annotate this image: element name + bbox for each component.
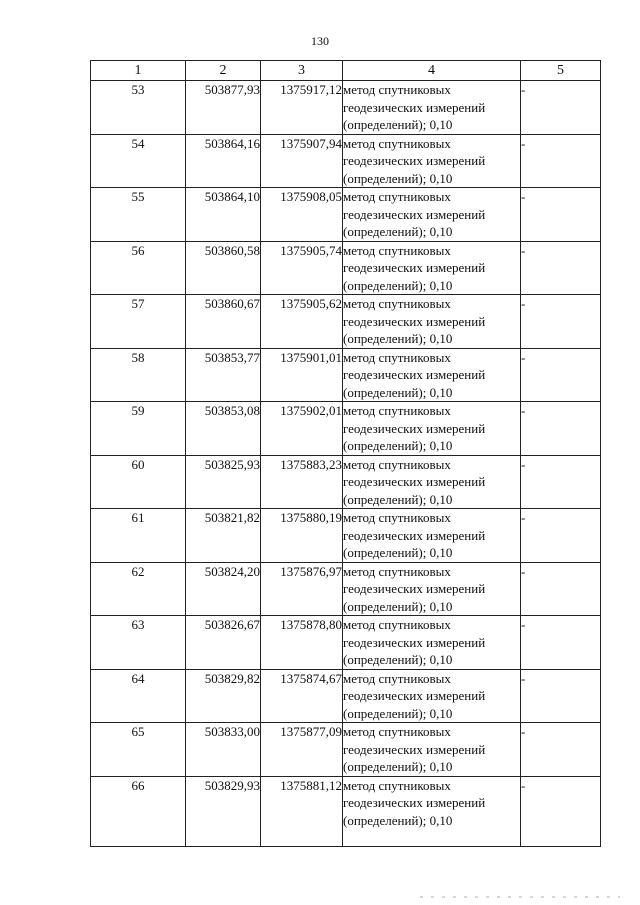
method-line: (определений); 0,10 [343,545,453,560]
table-row [91,188,601,242]
y-coordinate-cell: 1375917,12 [261,81,343,135]
method-line: (определений); 0,10 [343,277,453,293]
column-5-cell: - [521,348,601,402]
method-cell [343,241,521,295]
column-5-cell: - [521,669,601,723]
x-coordinate-cell: 503864,16 [186,134,261,188]
column-5-cell: - [521,295,601,349]
x-coordinate-cell: 503853,77 [186,348,261,402]
y-coordinate-cell: 1375905,74 [261,241,343,295]
column-5-cell: - [521,134,601,188]
method-line: геодезических измерений [343,367,486,382]
y-coordinate-cell: 1375901,01 [261,348,343,402]
method-line: (определений); 0,10 [343,598,453,614]
table-row [91,723,601,777]
method-line: метод спутниковых [343,403,451,418]
method-line: (определений); 0,10 [343,224,453,239]
x-coordinate-cell: 503826,67 [186,616,261,670]
y-coordinate-cell: 1375905,62 [261,295,343,349]
method-line: (определений); 0,10 [343,705,453,721]
y-coordinate-cell: 1375902,01 [261,402,343,456]
x-coordinate-cell: 503860,67 [186,295,261,349]
method-cell [343,669,521,723]
coordinates-table [90,60,601,847]
column-5-cell: - [521,509,601,563]
table-row [91,402,601,456]
method-line: геодезических измерений [343,688,486,703]
column-5-cell: - [521,455,601,509]
column-5-cell: - [521,241,601,295]
x-coordinate-cell: 503825,93 [186,455,261,509]
x-coordinate-cell: 503833,00 [186,723,261,777]
point-number-cell: 60 [91,455,186,509]
column-5-cell: - [521,616,601,670]
method-cell [343,723,521,777]
point-number-cell: 53 [91,81,186,135]
column-header-2: 2 [186,61,261,81]
x-coordinate-cell: 503829,93 [186,776,261,846]
method-cell [343,81,521,135]
method-cell [343,295,521,349]
table-body [91,81,601,847]
y-coordinate-cell: 1375874,67 [261,669,343,723]
method-line: геодезических измерений [343,153,486,168]
method-line: геодезических измерений [343,420,486,436]
method-cell [343,188,521,242]
y-coordinate-cell: 1375881,12 [261,776,343,846]
column-header-4: 4 [343,61,521,81]
method-line: геодезических измерений [343,581,486,596]
method-line: (определений); 0,10 [343,759,453,774]
point-number-cell: 56 [91,241,186,295]
method-cell [343,134,521,188]
method-line: геодезических измерений [343,634,486,650]
page-number: 130 [311,34,329,48]
point-number-cell: 61 [91,509,186,563]
table-row [91,81,601,135]
table-row [91,134,601,188]
method-cell [343,348,521,402]
method-line: геодезических измерений [343,260,486,275]
point-number-cell: 63 [91,616,186,670]
column-5-cell: - [521,723,601,777]
method-line: геодезических измерений [343,474,486,489]
column-header-5: 5 [521,61,601,81]
point-number-cell: 66 [91,776,186,846]
method-line: метод спутниковых [343,563,451,579]
point-number-cell: 62 [91,562,186,616]
method-line: (определений); 0,10 [343,812,453,828]
method-line: метод спутниковых [343,135,451,151]
method-line: геодезических измерений [343,527,486,543]
method-line: (определений); 0,10 [343,170,453,186]
y-coordinate-cell: 1375883,23 [261,455,343,509]
method-line: метод спутниковых [343,82,451,97]
x-coordinate-cell: 503821,82 [186,509,261,563]
method-line: (определений); 0,10 [343,438,453,453]
method-cell [343,402,521,456]
x-coordinate-cell: 503877,93 [186,81,261,135]
y-coordinate-cell: 1375907,94 [261,134,343,188]
method-cell [343,616,521,670]
y-coordinate-cell: 1375908,05 [261,188,343,242]
table-header-row [91,61,601,81]
x-coordinate-cell: 503860,58 [186,241,261,295]
y-coordinate-cell: 1375880,19 [261,509,343,563]
method-line: метод спутниковых [343,242,451,258]
method-line: метод спутниковых [343,617,451,632]
method-line: (определений); 0,10 [343,384,453,400]
x-coordinate-cell: 503824,20 [186,562,261,616]
y-coordinate-cell: 1375878,80 [261,616,343,670]
point-number-cell: 54 [91,134,186,188]
method-line: метод спутниковых [343,510,451,525]
y-coordinate-cell: 1375877,09 [261,723,343,777]
point-number-cell: 65 [91,723,186,777]
method-line: геодезических измерений [343,741,486,757]
point-number-cell: 59 [91,402,186,456]
method-cell [343,455,521,509]
method-line: (определений); 0,10 [343,491,453,507]
method-line: (определений); 0,10 [343,652,453,667]
method-line: метод спутниковых [343,724,451,739]
table-row [91,616,601,670]
method-line: метод спутниковых [343,777,451,793]
table-row [91,348,601,402]
method-line: метод спутниковых [343,456,451,472]
method-cell [343,562,521,616]
column-5-cell: - [521,188,601,242]
column-5-cell: - [521,81,601,135]
method-line: геодезических измерений [343,795,486,810]
column-5-cell: - [521,402,601,456]
method-cell [343,776,521,846]
point-number-cell: 57 [91,295,186,349]
table-row [91,509,601,563]
point-number-cell: 58 [91,348,186,402]
x-coordinate-cell: 503864,10 [186,188,261,242]
x-coordinate-cell: 503829,82 [186,669,261,723]
table-row [91,455,601,509]
y-coordinate-cell: 1375876,97 [261,562,343,616]
method-line: геодезических измерений [343,206,486,222]
method-line: (определений); 0,10 [343,331,453,346]
method-line: (определений); 0,10 [343,117,453,132]
method-line: метод спутниковых [343,349,451,365]
scan-artifact [420,896,620,898]
method-line: геодезических измерений [343,313,486,329]
method-line: метод спутниковых [343,670,451,686]
method-line: геодезических измерений [343,99,486,115]
x-coordinate-cell: 503853,08 [186,402,261,456]
column-5-cell: - [521,776,601,846]
table-row [91,669,601,723]
table-row [91,776,601,846]
point-number-cell: 55 [91,188,186,242]
table-row [91,295,601,349]
point-number-cell: 64 [91,669,186,723]
table-row [91,562,601,616]
column-header-1: 1 [91,61,186,81]
column-header-3: 3 [261,61,343,81]
column-5-cell: - [521,562,601,616]
table-row [91,241,601,295]
method-line: метод спутниковых [343,296,451,311]
method-line: метод спутниковых [343,189,451,204]
method-cell [343,509,521,563]
